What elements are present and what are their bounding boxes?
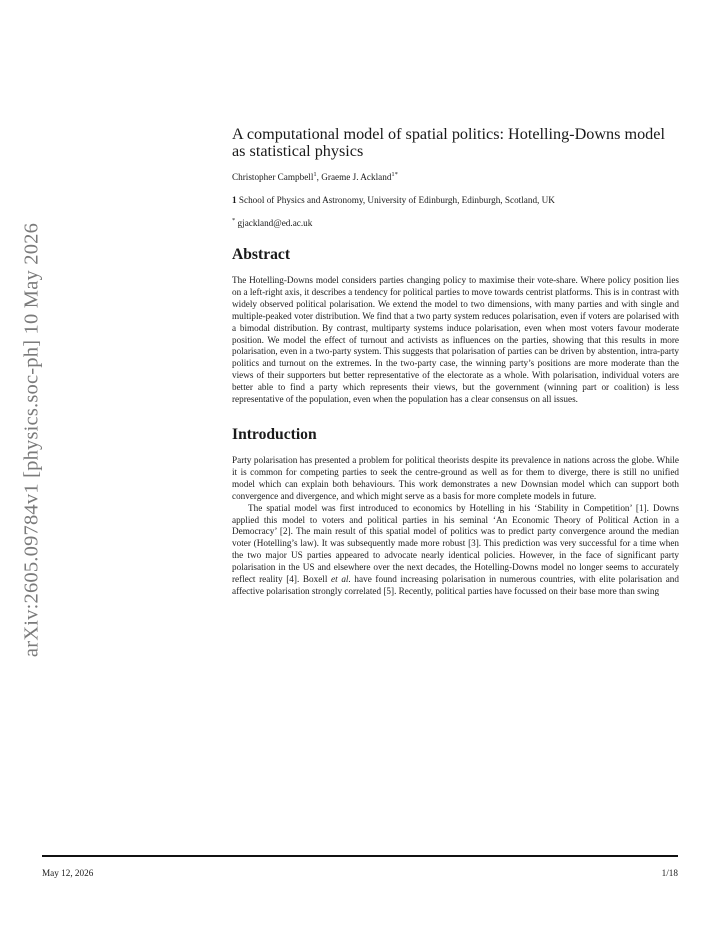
author-name: Graeme J. Ackland	[321, 172, 392, 182]
paragraph-text: The spatial model was first introduced to economics by Hotelling in his ‘Stability in Competition’ [1]. Downs applied this model to voters and political parties in his seminal ‘An Economic Theory of Political Action in a Democracy’ [2]. The main result of this spatial model of politics was to predict party convergence around the median voter (Hotelling’s law). It was subsequently made more robust [3]. This prediction was very successful for a time when the two major US parties appeared to advocate nearly identical policies. However, in the face of significant party polarisation in the US and elsewhere over the next decades, the Hotelling-Downs model no longer seems to accurately reflect reality [4]. Boxell	[232, 502, 679, 585]
author-name: Christopher Campbell	[232, 172, 314, 182]
introduction-paragraph	[232, 503, 679, 598]
affiliation	[232, 195, 679, 205]
introduction-heading: Introduction	[232, 425, 317, 443]
paper-title: A computational model of spatial politics: Hotelling-Downs model as statistical physics	[232, 125, 665, 160]
corresponding-email	[232, 218, 679, 228]
footer-rule	[42, 855, 678, 857]
corresponding-marker: *	[232, 216, 236, 224]
author-separator: ,	[316, 172, 322, 182]
author-list	[232, 172, 679, 182]
affiliation-number: 1	[232, 195, 237, 205]
paragraph-emphasis: et al.	[331, 574, 351, 585]
abstract-heading: Abstract	[232, 246, 291, 263]
affiliation-text: School of Physics and Astronomy, University of Edinburgh, Edinburgh, Scotland, UK	[236, 195, 555, 205]
paragraph-text: have found increasing polarisation in numerous countries, with elite polarisation and affective polarisation strongly correlated [5]. Recently, political parties have focussed on their base more than swing	[232, 574, 679, 596]
email-address: gjackland@ed.ac.uk	[235, 218, 313, 228]
page-number: 1/18	[661, 868, 678, 878]
introduction-paragraph: Party polarisation has presented a problem for political theorists despite its prevalence in nations across the globe. While it is common for competing parties to seek the centre-ground as well as for them to diverge, there is still no unified model which can explain both behaviours. This work demonstrates a new Downsian model which can support both convergence and divergence, and which might serve as a basis for more complete models in future.	[232, 454, 679, 501]
arxiv-identifier-stamp: arXiv:2605.09784v1 [physics.soc-ph] 10 May 2026	[20, 222, 43, 658]
page-content	[232, 126, 679, 598]
author-affiliation-marker: 1	[313, 170, 317, 178]
author-affiliation-marker: 1*	[391, 170, 398, 178]
abstract-text: The Hotelling-Downs model considers parties changing policy to maximise their vote-share. Where policy position lies on a left-right axis, it describes a tendency for political parties to move towards centrist platforms. This is in contrast with widely observed political polarisation. We extend the model to two dimensions, with many parties and with single and multiple-peaked voter distribution. We find that a two party system reduces polarisation, even if voters are polarised with a bimodal distribution. By contrast, multiparty systems induce polarisation, even when most voters favour moderate position. We model the effect of turnout and activists as influences on the parties, showing that this results in more polarisation, even in a two-party system. This suggests that polarisation of parties can be driven by abstention, intra-party politics and turnout on the extremes. In the two-party case, the winning party’s positions are more moderate than the views of their supporters but better representative of the electorate as a whole. With polarisation, individual voters are better able to find a party which represents their views, but the government (winning part or coalition) is less representative of the population, even when the population has a clear consensus on all issues.	[232, 275, 679, 405]
footer-date: May 12, 2026	[42, 868, 94, 878]
